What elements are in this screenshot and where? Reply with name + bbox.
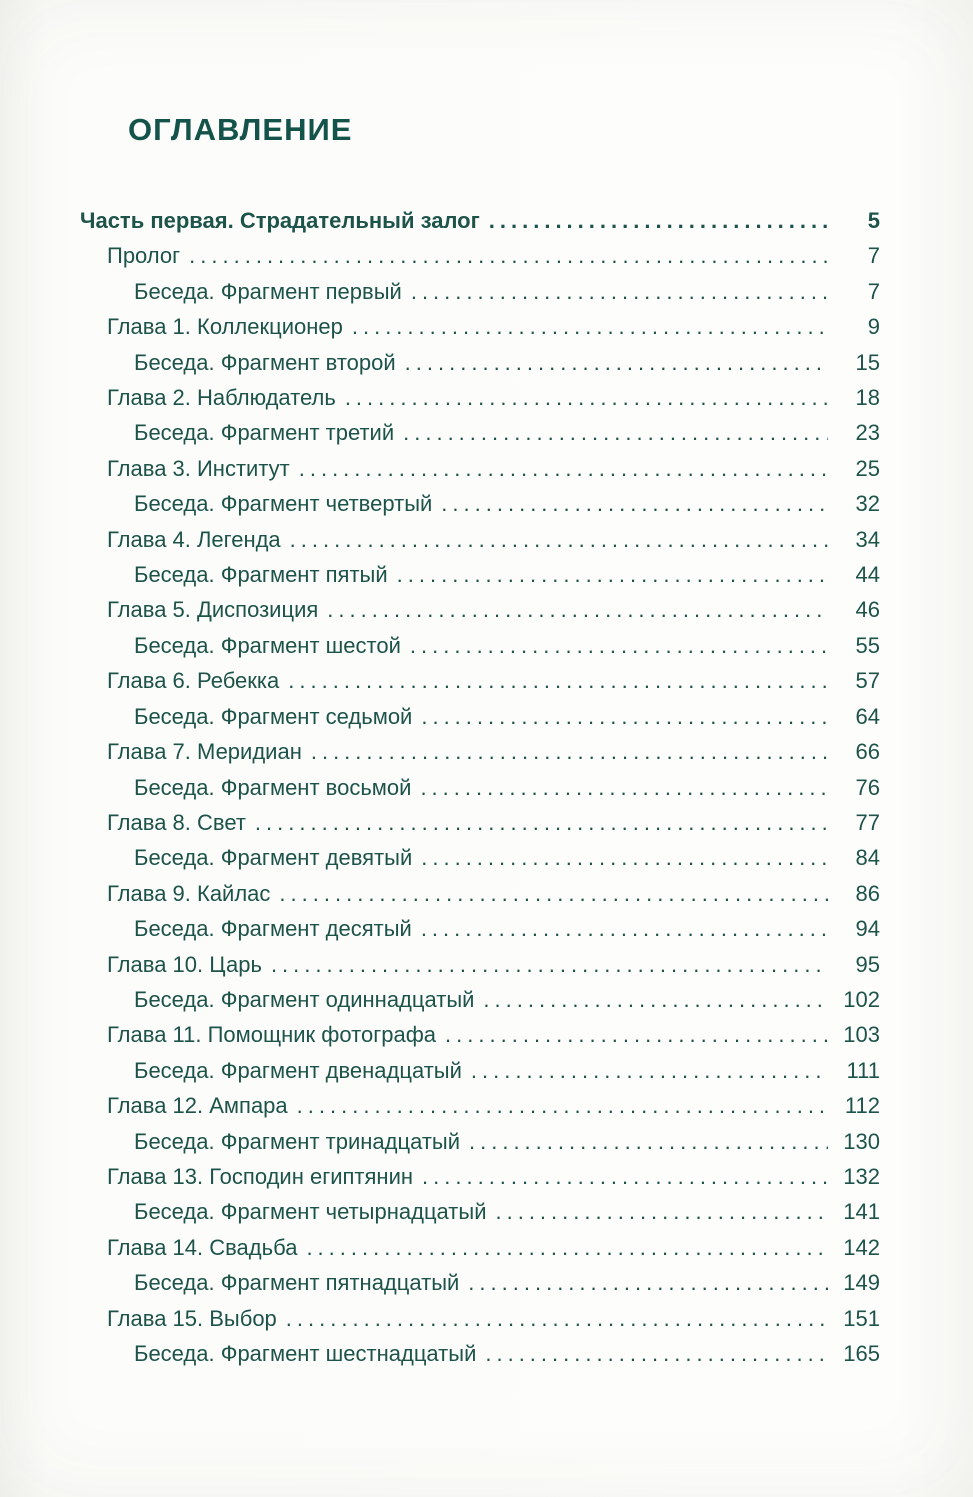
dot-leader bbox=[468, 1265, 828, 1300]
toc-entry-label: Глава 7. Меридиан bbox=[107, 739, 302, 765]
toc-entry bbox=[80, 770, 880, 805]
toc-entry-label: Беседа. Фрагмент четырнадцатый bbox=[134, 1199, 487, 1225]
dot-leader bbox=[405, 345, 828, 380]
dot-leader bbox=[410, 628, 828, 663]
toc-entry-page: 57 bbox=[855, 668, 880, 694]
toc-entry-label: Глава 15. Выбор bbox=[107, 1305, 277, 1331]
toc-entry bbox=[80, 522, 880, 557]
toc-entry bbox=[80, 805, 880, 840]
toc-entry-page: 7 bbox=[867, 243, 880, 269]
toc-entry bbox=[80, 451, 880, 486]
toc-entry-label: Беседа. Фрагмент шестой bbox=[134, 632, 401, 658]
toc-entry-label: Глава 1. Коллекционер bbox=[107, 314, 343, 340]
toc-entry bbox=[80, 663, 880, 698]
toc-entry-page: 23 bbox=[855, 420, 880, 446]
toc-entry-label: Глава 9. Кайлас bbox=[107, 880, 271, 906]
dot-leader bbox=[279, 876, 828, 911]
dot-leader bbox=[327, 592, 828, 627]
toc-entry-page: 25 bbox=[855, 455, 880, 481]
toc-entry-page: 5 bbox=[867, 208, 880, 233]
toc-entry-label: Беседа. Фрагмент первый bbox=[134, 278, 402, 304]
toc-entry bbox=[80, 1053, 880, 1088]
toc-entry bbox=[80, 734, 880, 769]
toc-entry bbox=[80, 1159, 880, 1194]
toc-entry bbox=[80, 274, 880, 309]
toc-list bbox=[80, 203, 880, 1371]
dot-leader bbox=[403, 415, 828, 450]
toc-entry-page: 76 bbox=[855, 774, 880, 800]
toc-entry bbox=[80, 557, 880, 592]
dot-leader bbox=[345, 380, 828, 415]
toc-entry bbox=[80, 486, 880, 521]
dot-leader bbox=[469, 1124, 828, 1159]
toc-entry-page: 77 bbox=[855, 809, 880, 835]
toc-entry bbox=[80, 840, 880, 875]
dot-leader bbox=[397, 557, 828, 592]
toc-entry-page: 55 bbox=[855, 632, 880, 658]
toc-entry-page: 112 bbox=[844, 1093, 880, 1119]
dot-leader bbox=[290, 522, 828, 557]
toc-entry-page: 132 bbox=[843, 1163, 880, 1189]
toc-entry-page: 7 bbox=[867, 278, 880, 304]
toc-entry-label: Беседа. Фрагмент второй bbox=[134, 349, 396, 375]
toc-entry-label: Глава 10. Царь bbox=[107, 951, 262, 977]
toc-entry-page: 34 bbox=[855, 526, 880, 552]
toc-entry-page: 141 bbox=[843, 1199, 880, 1225]
toc-entry-page: 66 bbox=[855, 739, 880, 765]
dot-leader bbox=[286, 1301, 828, 1336]
dot-leader bbox=[306, 1230, 828, 1265]
dot-leader bbox=[489, 203, 828, 238]
toc-entry-page: 165 bbox=[843, 1341, 880, 1366]
toc-entry bbox=[80, 1301, 880, 1336]
toc-entry bbox=[80, 345, 880, 380]
toc-entry-label: Беседа. Фрагмент третий bbox=[134, 420, 395, 446]
toc-entry-page: 149 bbox=[843, 1270, 880, 1296]
toc-entry-label: Беседа. Фрагмент четвертый bbox=[134, 491, 433, 517]
toc-entry bbox=[80, 1088, 880, 1123]
dot-leader bbox=[421, 699, 828, 734]
dot-leader bbox=[421, 911, 828, 946]
toc-entry bbox=[80, 415, 880, 450]
dot-leader bbox=[445, 1017, 828, 1052]
toc-entry bbox=[80, 380, 880, 415]
dot-leader bbox=[255, 805, 828, 840]
toc-entry-label: Беседа. Фрагмент девятый bbox=[134, 845, 413, 871]
toc-entry-label: Беседа. Фрагмент двенадцатый bbox=[134, 1057, 462, 1083]
toc-entry-label: Глава 6. Ребекка bbox=[107, 668, 280, 694]
toc-entry-label: Беседа. Фрагмент шестнадцатый bbox=[134, 1341, 477, 1366]
toc-entry-page: 151 bbox=[843, 1305, 880, 1331]
toc-entry-label: Беседа. Фрагмент пятый bbox=[134, 562, 388, 588]
toc-entry bbox=[80, 592, 880, 627]
toc-entry-page: 84 bbox=[855, 845, 880, 871]
toc-entry-page: 94 bbox=[855, 916, 880, 942]
toc-entry bbox=[80, 309, 880, 344]
toc-entry-page: 95 bbox=[855, 951, 880, 977]
dot-leader bbox=[422, 1159, 828, 1194]
toc-entry bbox=[80, 203, 880, 238]
dot-leader bbox=[495, 1194, 828, 1229]
toc-entry-page: 64 bbox=[855, 703, 880, 729]
page-title: ОГЛАВЛЕНИЕ bbox=[128, 112, 353, 147]
toc-entry bbox=[80, 699, 880, 734]
toc-entry-label: Глава 11. Помощник фотографа bbox=[107, 1022, 437, 1048]
toc-entry-page: 103 bbox=[843, 1022, 880, 1048]
toc-entry-label: Беседа. Фрагмент пятнадцатый bbox=[134, 1270, 460, 1296]
toc-entry-label: Беседа. Фрагмент тринадцатый bbox=[134, 1128, 460, 1154]
toc-entry-label: Глава 14. Свадьба bbox=[107, 1234, 298, 1260]
dot-leader bbox=[352, 309, 828, 344]
dot-leader bbox=[420, 770, 828, 805]
toc-entry-label: Глава 4. Легенда bbox=[107, 526, 281, 552]
toc-entry bbox=[80, 238, 880, 273]
toc-entry bbox=[80, 1265, 880, 1300]
toc-entry-label: Глава 8. Свет bbox=[107, 809, 246, 835]
toc-entry-label: Беседа. Фрагмент десятый bbox=[134, 916, 412, 942]
toc-entry-page: 44 bbox=[855, 562, 880, 588]
toc-entry bbox=[80, 628, 880, 663]
toc-entry bbox=[80, 982, 880, 1017]
toc-entry-page: 86 bbox=[855, 880, 880, 906]
toc-entry bbox=[80, 1017, 880, 1052]
toc-entry-label: Глава 5. Диспозиция bbox=[107, 597, 319, 623]
toc-entry bbox=[80, 911, 880, 946]
dot-leader bbox=[485, 1336, 828, 1371]
dot-leader bbox=[189, 238, 828, 273]
toc-entry bbox=[80, 1124, 880, 1159]
toc-entry bbox=[80, 947, 880, 982]
toc-entry-label: Беседа. Фрагмент восьмой bbox=[134, 774, 412, 800]
toc-entry-label: Глава 12. Ампара bbox=[107, 1093, 288, 1119]
toc-entry bbox=[80, 1194, 880, 1229]
toc-entry-label: Глава 2. Наблюдатель bbox=[107, 385, 336, 411]
toc-entry-page: 102 bbox=[843, 986, 880, 1012]
toc-entry-label: Часть первая. Страдательный залог bbox=[80, 208, 480, 233]
toc-entry bbox=[80, 1230, 880, 1265]
dot-leader bbox=[421, 840, 828, 875]
dot-leader bbox=[311, 734, 828, 769]
toc-entry-page: 130 bbox=[843, 1128, 880, 1154]
toc-entry-label: Пролог bbox=[107, 243, 181, 269]
toc-entry bbox=[80, 876, 880, 911]
dot-leader bbox=[441, 486, 828, 521]
toc-entry bbox=[80, 1336, 880, 1371]
dot-leader bbox=[299, 451, 828, 486]
toc-entry-page: 46 bbox=[855, 597, 880, 623]
dot-leader bbox=[411, 274, 828, 309]
dot-leader bbox=[483, 982, 828, 1017]
dot-leader bbox=[288, 663, 828, 698]
toc-entry-label: Глава 13. Господин египтянин bbox=[107, 1163, 414, 1189]
toc-entry-page: 142 bbox=[843, 1234, 880, 1260]
dot-leader bbox=[271, 947, 828, 982]
toc-entry-page: 9 bbox=[867, 314, 880, 340]
toc-entry-label: Беседа. Фрагмент седьмой bbox=[134, 703, 413, 729]
dot-leader bbox=[471, 1053, 828, 1088]
toc-entry-page: 18 bbox=[855, 385, 880, 411]
toc-entry-page: 111 bbox=[846, 1057, 880, 1083]
dot-leader bbox=[297, 1088, 828, 1123]
toc-entry-label: Глава 3. Институт bbox=[107, 455, 290, 481]
toc-entry-page: 15 bbox=[855, 349, 880, 375]
toc-entry-label: Беседа. Фрагмент одиннадцатый bbox=[134, 986, 475, 1012]
toc-entry-page: 32 bbox=[855, 491, 880, 517]
